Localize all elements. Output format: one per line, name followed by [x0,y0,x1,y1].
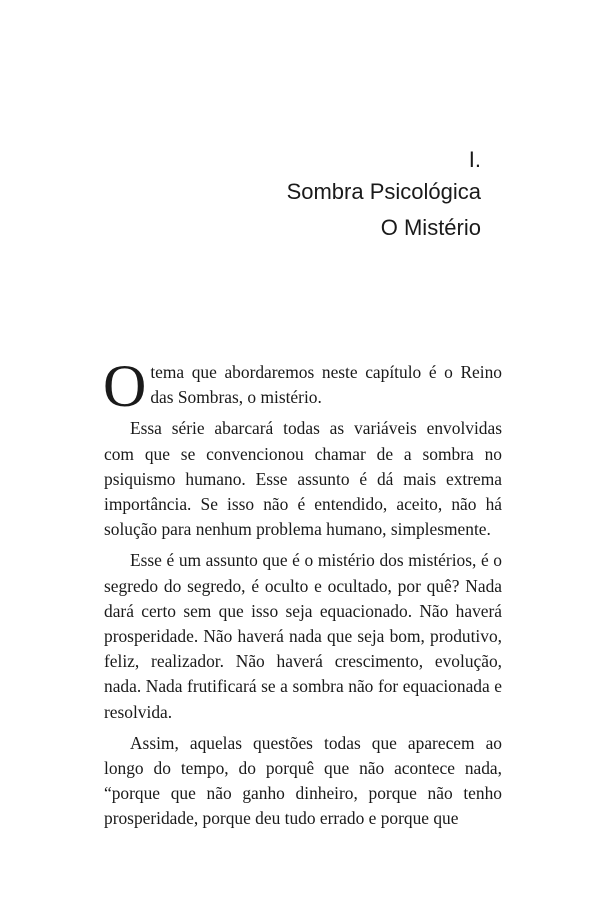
body-text [103,353,502,838]
paragraph-4: Assim, aquelas questões todas que aparecem ao longo do tempo, do porquê que não acontece nada, “porque que não ganho dinheiro, porque não tenho prosperidade, porque deu tudo errado e porque que [104,732,502,829]
chapter-subtitle: O Mistério [380,215,481,240]
paragraph-1-text: tema que abordaremos neste capítulo é o Reino das Sombras, o mistério. [150,362,502,408]
chapter-title: Sombra Psicológica [286,179,481,204]
chapter-heading [287,144,481,244]
chapter-number: I. [468,147,481,172]
paragraph-2: Essa série abarcará todas as variáveis envolvidas com que se convencionou chamar de a sombra no psiquismo humano. Esse assunto é dá mais extrema importância. Se isso não é entendido, aceito, não há solução para nenhum problema humano, simplesmente. [104,418,502,540]
drop-cap: O [103,353,147,419]
paragraph-1 [103,353,502,419]
paragraph-3: Esse é um assunto que é o mistério dos mistérios, é o segredo do segredo, é oculto e ocultado, por quê? Nada dará certo sem que isso seja equacionado. Não haverá prosperidade. Não haverá nada que seja bom, produtivo, feliz, realizador. Não haverá crescimento, evolução, nada. Nada frutificará se a sombra não for equacionada e resolvida. [104,550,502,722]
